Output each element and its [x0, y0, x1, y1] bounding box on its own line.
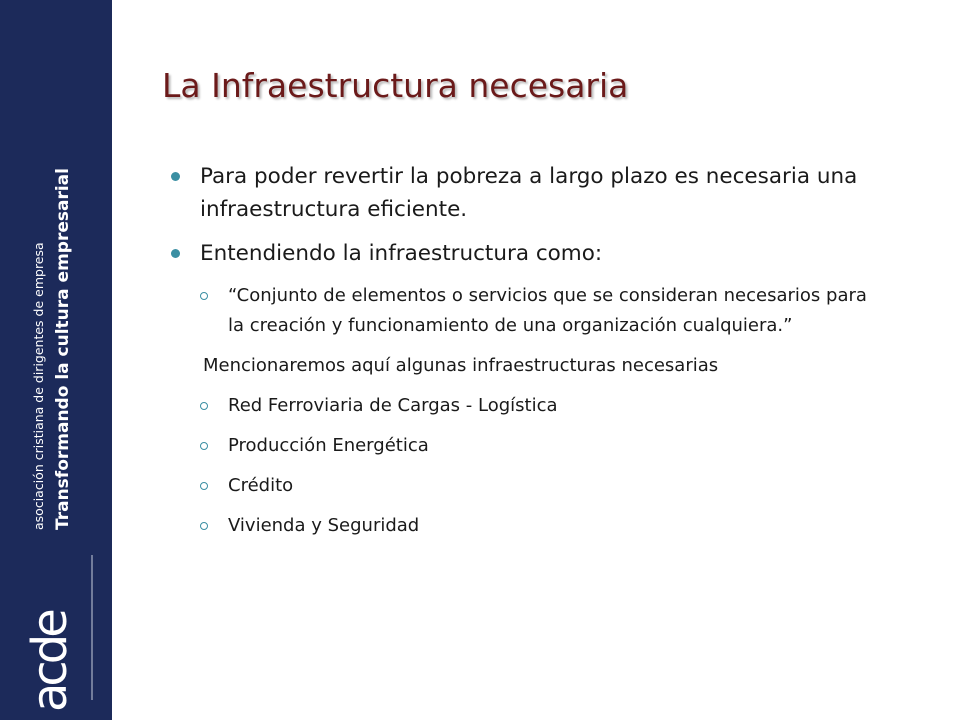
ring-bullet-icon — [200, 292, 208, 300]
brand-tagline-line1: asociación cristiana de dirigentes de empresa — [31, 242, 46, 530]
list-item-text: Producción Energética — [228, 435, 429, 456]
definition-quote: “Conjunto de elementos o servicios que se consideran necesarios para la creación y funcionamiento de una organización cualquiera.” — [228, 285, 867, 336]
acde-logo-text: acde — [22, 612, 78, 712]
bullet-infrastructure — [170, 237, 870, 270]
list-item — [170, 391, 870, 421]
list-item-text: Red Ferroviaria de Cargas - Logística — [228, 395, 558, 416]
slide-body — [170, 160, 870, 551]
acde-brand-svg — [0, 0, 112, 720]
acde-logo — [22, 611, 78, 712]
intro-line: Mencionaremos aquí algunas infraestructuras necesarias — [203, 355, 719, 376]
list-item — [170, 431, 870, 461]
bullet-text: Para poder revertir la pobreza a largo plazo es necesaria una infraestructura eficiente. — [200, 164, 858, 222]
sub-bullet-definition — [170, 281, 870, 341]
list-item-text: Crédito — [228, 475, 294, 496]
ring-bullet-icon — [200, 482, 208, 490]
bullet-poverty — [170, 160, 870, 226]
brand-tagline-line2: Transformando la cultura empresarial — [53, 168, 73, 530]
list-item-text: Vivienda y Seguridad — [228, 515, 420, 536]
bullet-text: Entendiendo la infraestructura como: — [200, 241, 603, 266]
ring-bullet-icon — [200, 402, 208, 410]
slide-title: La Infraestructura necesaria — [162, 66, 629, 105]
list-item — [170, 511, 870, 541]
list-item — [170, 471, 870, 501]
ring-bullet-icon — [200, 522, 208, 530]
bullet-dot-icon — [171, 172, 180, 181]
ring-bullet-icon — [200, 442, 208, 450]
bullet-dot-icon — [171, 249, 180, 258]
acde-branding — [0, 0, 112, 720]
